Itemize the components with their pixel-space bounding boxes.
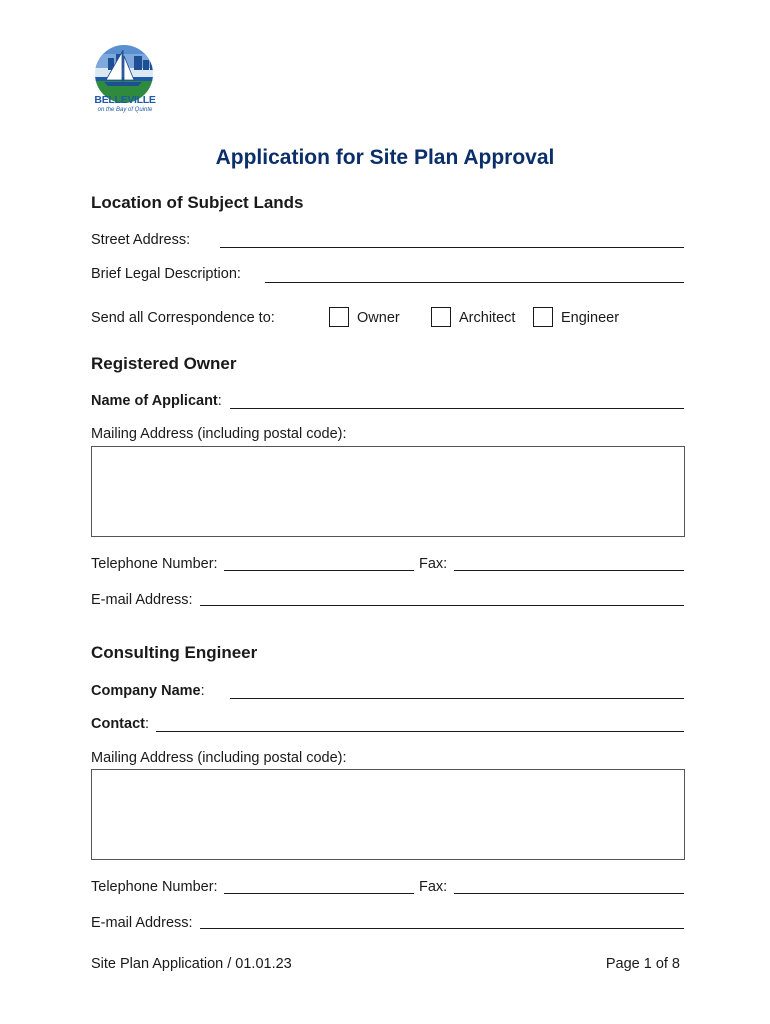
engineer-checkbox-label: Engineer bbox=[561, 310, 620, 326]
engineer-telephone-field[interactable] bbox=[224, 893, 414, 894]
owner-checkbox-label: Owner bbox=[357, 310, 400, 326]
contact-label-text: Contact bbox=[91, 716, 145, 732]
street-address-label: Street Address: bbox=[91, 232, 191, 248]
footer-document-id: Site Plan Application / 01.01.23 bbox=[91, 956, 292, 972]
owner-checkbox[interactable] bbox=[329, 307, 349, 327]
owner-email-field[interactable] bbox=[200, 605, 684, 606]
owner-fax-field[interactable] bbox=[454, 570, 684, 571]
company-name-label bbox=[91, 683, 205, 699]
legal-description-field[interactable] bbox=[265, 282, 684, 283]
engineer-telephone-label: Telephone Number: bbox=[91, 879, 218, 895]
owner-mailing-label: Mailing Address (including postal code): bbox=[91, 426, 347, 442]
engineer-checkbox[interactable] bbox=[533, 307, 553, 327]
owner-mailing-address-box[interactable] bbox=[91, 446, 685, 537]
company-name-label-text: Company Name bbox=[91, 683, 201, 699]
owner-email-label: E-mail Address: bbox=[91, 592, 193, 608]
architect-checkbox[interactable] bbox=[431, 307, 451, 327]
applicant-name-field[interactable] bbox=[230, 408, 684, 409]
applicant-name-label-text: Name of Applicant bbox=[91, 393, 218, 409]
engineer-email-field[interactable] bbox=[200, 928, 684, 929]
engineer-fax-label: Fax: bbox=[419, 879, 448, 895]
engineer-mailing-address-box[interactable] bbox=[91, 769, 685, 860]
owner-fax-label: Fax: bbox=[419, 556, 448, 572]
engineer-fax-field[interactable] bbox=[454, 893, 684, 894]
company-name-colon: : bbox=[200, 683, 205, 699]
page-title: Application for Site Plan Approval bbox=[215, 146, 555, 169]
street-address-field[interactable] bbox=[220, 247, 684, 248]
legal-description-label: Brief Legal Description: bbox=[91, 266, 241, 282]
logo-text: BELLEVILLE bbox=[94, 94, 156, 106]
logo-tagline: on the Bay of Quinte bbox=[97, 107, 153, 113]
section-heading-engineer: Consulting Engineer bbox=[91, 643, 258, 662]
correspondence-label: Send all Correspondence to: bbox=[91, 310, 275, 326]
owner-telephone-field[interactable] bbox=[224, 570, 414, 571]
section-heading-location: Location of Subject Lands bbox=[91, 193, 304, 212]
contact-label bbox=[91, 716, 149, 732]
engineer-email-label: E-mail Address: bbox=[91, 915, 193, 931]
owner-telephone-label: Telephone Number: bbox=[91, 556, 218, 572]
architect-checkbox-label: Architect bbox=[459, 310, 516, 326]
footer-page-number: Page 1 of 8 bbox=[605, 956, 680, 972]
company-name-field[interactable] bbox=[230, 698, 684, 699]
contact-colon: : bbox=[144, 716, 150, 732]
engineer-mailing-label: Mailing Address (including postal code): bbox=[91, 750, 347, 766]
belleville-logo bbox=[88, 44, 160, 118]
applicant-name-colon: : bbox=[217, 393, 222, 409]
section-heading-owner: Registered Owner bbox=[91, 354, 237, 373]
applicant-name-label bbox=[91, 393, 222, 409]
contact-field[interactable] bbox=[156, 731, 684, 732]
